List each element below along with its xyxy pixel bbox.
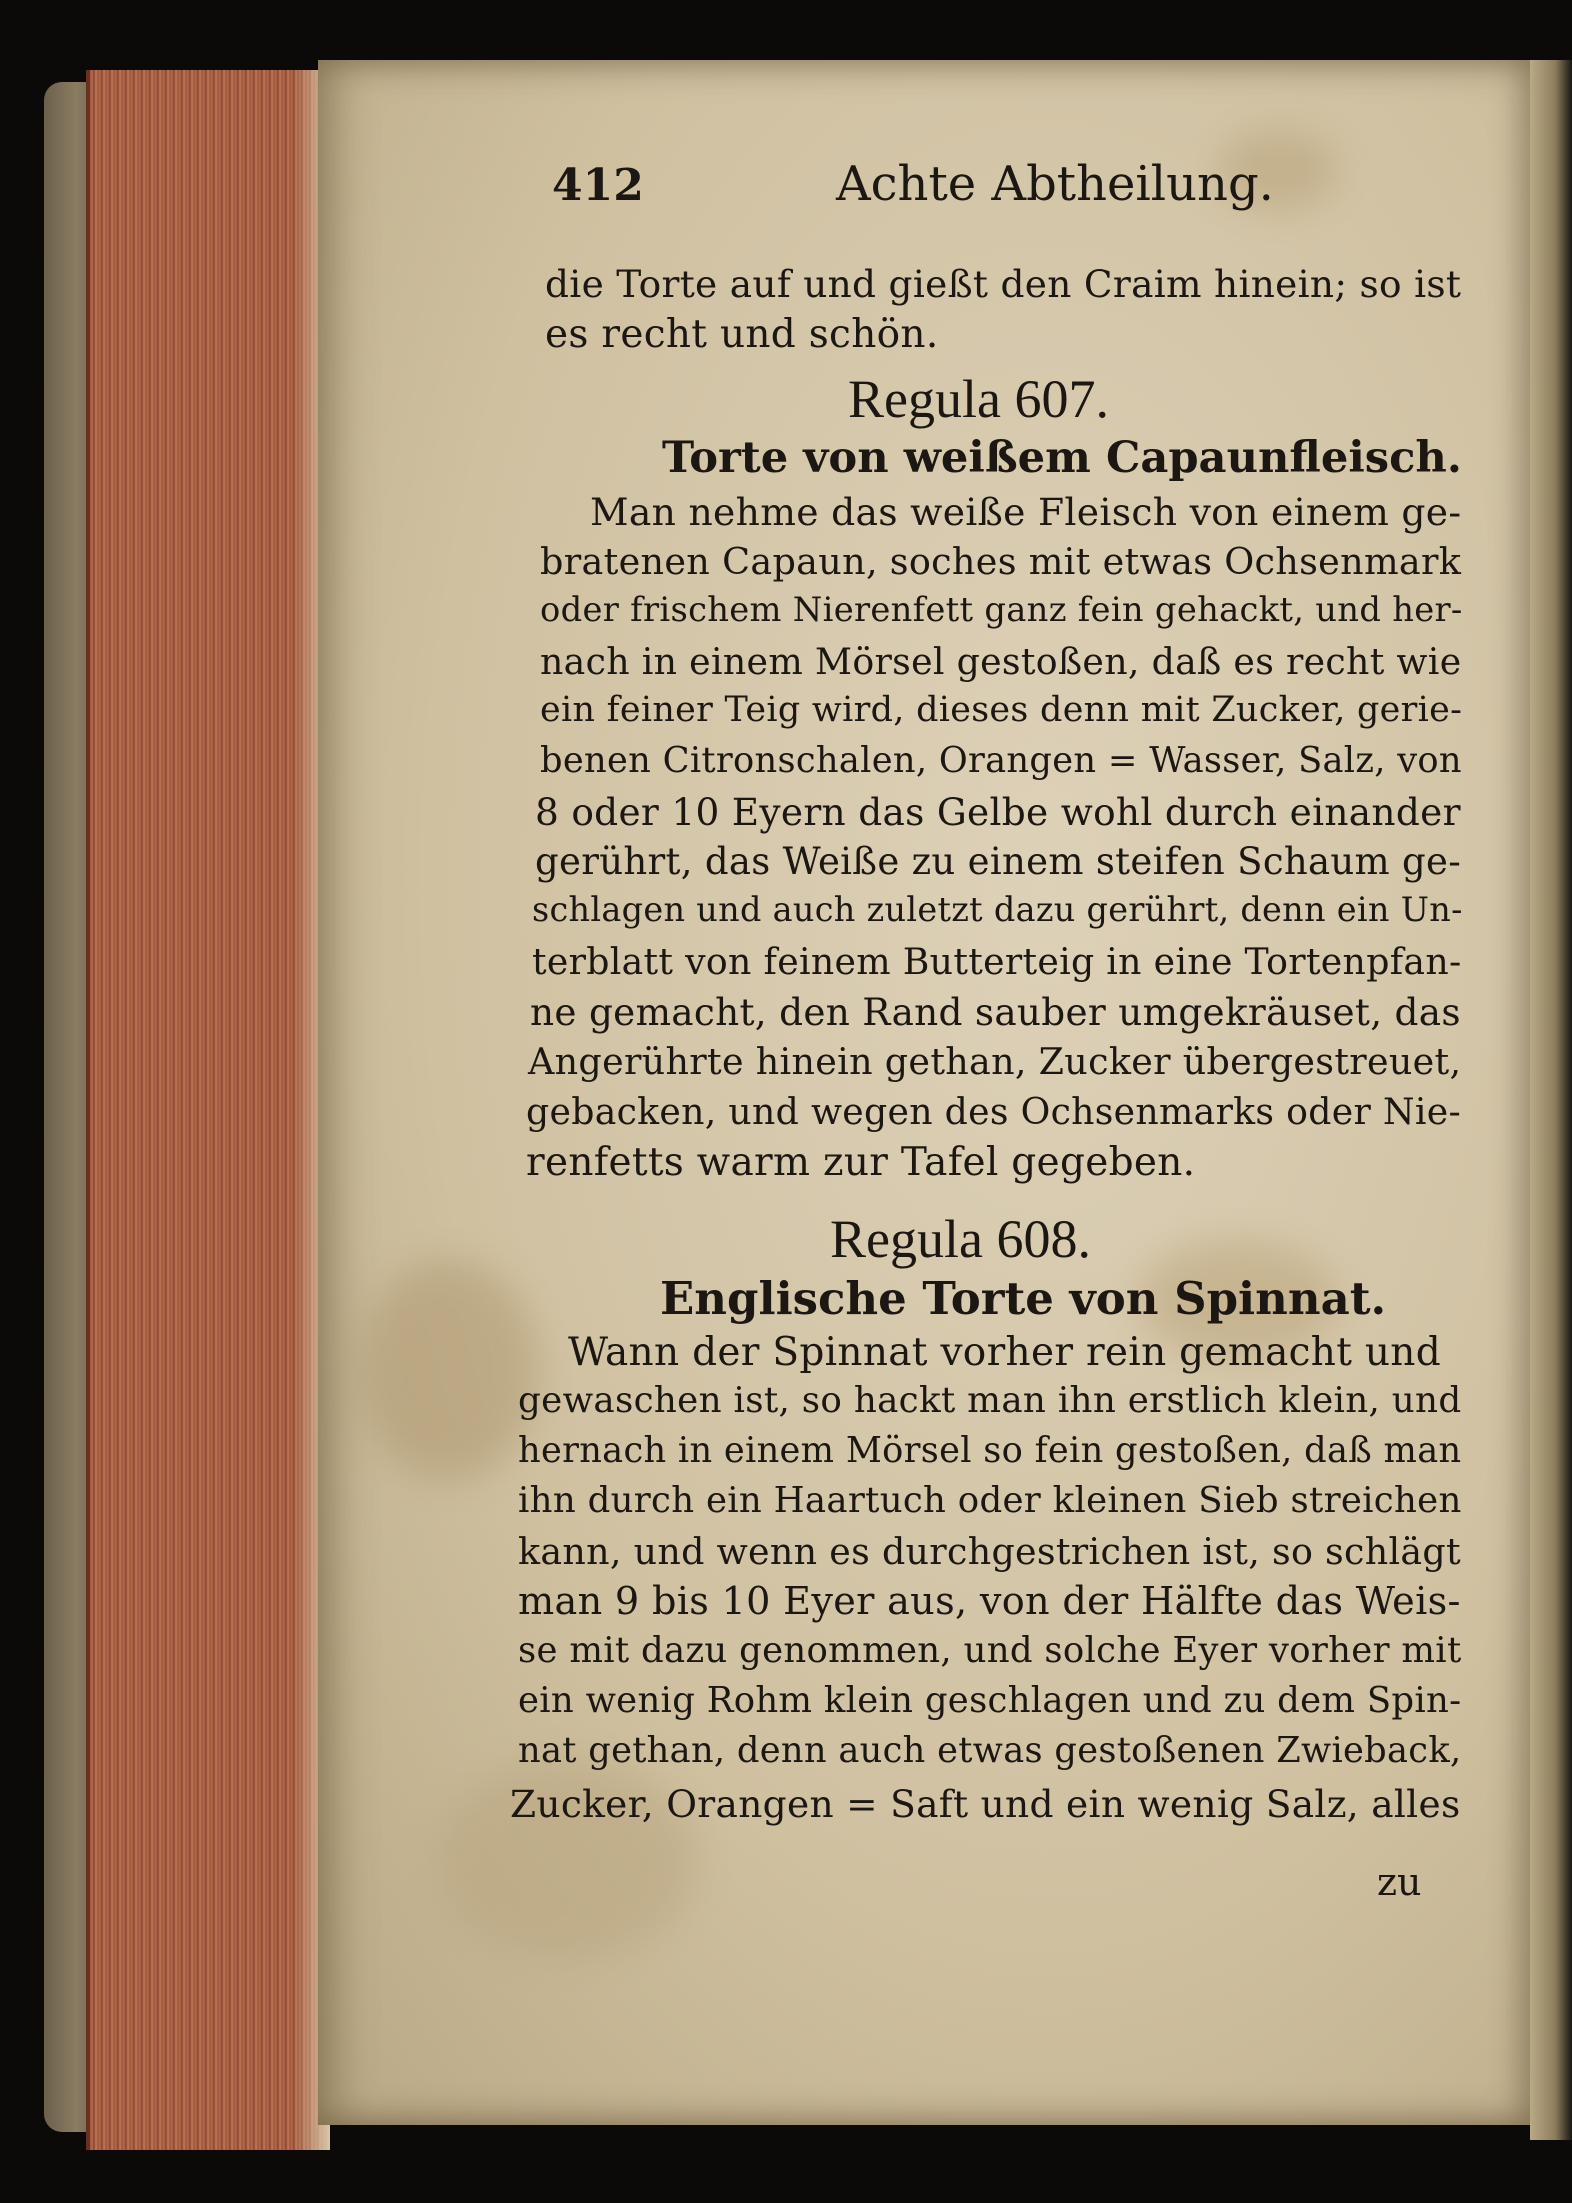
body-line: ein feiner Teig wird, dieses denn mit Zucker, gerie-	[540, 690, 1463, 730]
body-line: nach in einem Mörsel gestoßen, daß es recht wie	[540, 640, 1462, 683]
continuation-line: es recht und schön.	[545, 312, 939, 357]
page-block-edges	[86, 70, 330, 2150]
body-line: benen Citronschalen, Orangen = Wasser, Salz, von	[540, 740, 1462, 781]
body-line: 8 oder 10 Eyern das Gelbe wohl durch einander	[535, 790, 1461, 834]
body-line: bratenen Capaun, soches mit etwas Ochsenmark	[540, 540, 1462, 583]
body-line: terblatt von feinem Butterteig in eine Tortenpfan-	[532, 940, 1462, 983]
regula-heading: Regula 607.	[848, 369, 1109, 429]
body-line: schlagen und auch zuletzt dazu gerührt, denn ein Un-	[532, 890, 1463, 929]
recipe-title: Torte von weißem Capaunfleisch.	[662, 432, 1462, 483]
body-line: Wann der Spinnat vorher rein gemacht und	[568, 1330, 1441, 1375]
body-line: ihn durch ein Haartuch oder kleinen Sieb streichen	[518, 1480, 1462, 1521]
body-line: man 9 bis 10 Eyer aus, von der Hälfte das Weis-	[518, 1580, 1461, 1624]
body-line: ein wenig Rohm klein geschlagen und zu dem Spin-	[518, 1680, 1462, 1721]
continuation-line: die Torte auf und gießt den Craim hinein; so ist	[545, 262, 1462, 306]
body-line: hernach in einem Mörsel so fein gestoßen, daß man	[518, 1430, 1462, 1471]
body-line: Angerührte hinein gethan, Zucker übergestreuet,	[528, 1040, 1462, 1083]
body-line: renfetts warm zur Tafel gegeben.	[526, 1140, 1196, 1185]
regula-heading: Regula 608.	[830, 1209, 1091, 1269]
running-head: Achte Abtheilung.	[836, 156, 1274, 212]
body-line: se mit dazu genommen, und solche Eyer vorher mit	[518, 1630, 1462, 1671]
body-line: nat gethan, denn auch etwas gestoßenen Zwieback,	[518, 1730, 1462, 1771]
body-line: gewaschen ist, so hackt man ihn erstlich klein, und	[518, 1380, 1462, 1421]
body-line: gerührt, das Weiße zu einem steifen Schaum ge-	[535, 840, 1462, 883]
opposite-page-edge	[1530, 60, 1572, 2140]
body-line: Man nehme das weiße Fleisch von einem ge-	[590, 490, 1462, 534]
page-number: 412	[552, 160, 644, 211]
recipe-title: Englische Torte von Spinnat.	[660, 1272, 1387, 1325]
body-line: gebacken, und wegen des Ochsenmarks oder Nie-	[526, 1090, 1462, 1133]
catchword: zu	[1377, 1860, 1422, 1904]
paper-stain	[358, 1260, 538, 1480]
body-line: kann, und wenn es durchgestrichen ist, so schlägt	[518, 1530, 1461, 1573]
body-line: oder frischem Nierenfett ganz fein gehackt, und her-	[540, 590, 1463, 629]
body-line: ne gemacht, den Rand sauber umgekräuset, das	[530, 990, 1461, 1034]
body-line: Zucker, Orangen = Saft und ein wenig Salz, alles	[510, 1782, 1461, 1826]
